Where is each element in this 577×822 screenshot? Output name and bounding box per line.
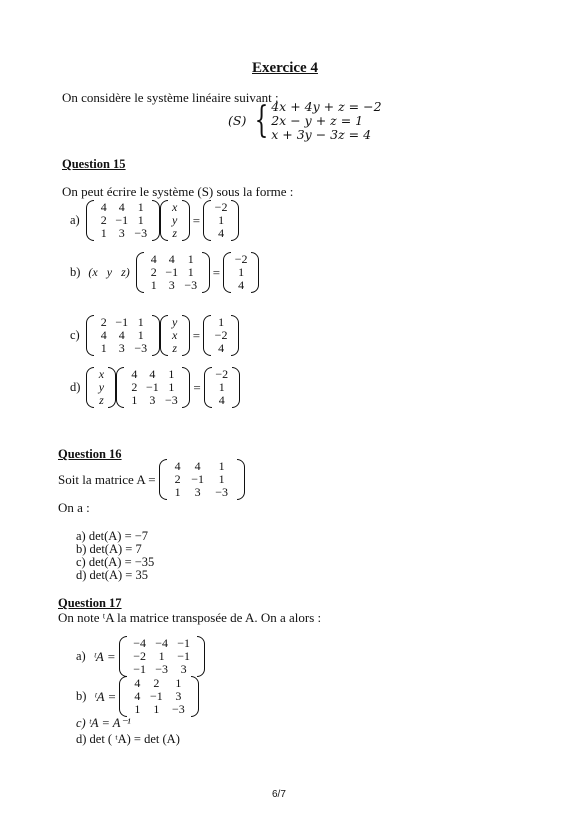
- q16-option-a: a) det(A) = −7: [76, 529, 149, 543]
- system-brace: {: [254, 100, 269, 141]
- q15-a-vector: x y z: [160, 200, 190, 241]
- q16-option-d: d) det(A) = 35: [76, 568, 148, 582]
- q17-option-d: d) det ( ᵗA) = det (A): [76, 732, 180, 746]
- q15-c-vector: y x z: [160, 315, 190, 356]
- q16-prompt: Soit la matrice A =: [58, 471, 156, 487]
- q15-d-rhs: −2 1 4: [204, 367, 240, 408]
- q15-b-label: b): [70, 265, 81, 279]
- q17-option-a: a) ᵗA = −4 −4 −1 −2 1 −1 −1 −3 3: [76, 636, 205, 677]
- q16-on-a: On a :: [58, 500, 90, 515]
- q15-b-matrix: 4 4 1 2 −1 1 1 3 −3: [136, 252, 210, 293]
- intro-text: On considère le système linéaire suivant :: [62, 90, 279, 105]
- system-label: (S): [228, 113, 247, 128]
- q15-a-matrix: 4 4 1 2 −1 1 1 3 −3: [86, 200, 160, 241]
- q15-c-rhs: 1 −2 4: [203, 315, 239, 356]
- question-16-heading: Question 16: [58, 447, 122, 461]
- linear-system: [228, 100, 382, 142]
- system-eq2: 2x − y + z = 1: [271, 113, 364, 128]
- q16-matrix: 4 4 1 2 −1 1 1 3 −3: [159, 459, 245, 500]
- q15-c-label: c): [70, 328, 80, 342]
- q17-a-matrix: −4 −4 −1 −2 1 −1 −1 −3 3: [119, 636, 205, 677]
- question-17-heading: Question 17: [58, 596, 122, 610]
- q15-b-row-vector: (x y z): [88, 265, 130, 279]
- q15-b-rhs: −2 1 4: [223, 252, 259, 293]
- q16-option-c: c) det(A) = −35: [76, 555, 155, 569]
- question-15-prompt: On peut écrire le système (S) sous la forme :: [62, 184, 294, 199]
- system-eq3: x + 3y − 3z = 4: [271, 127, 372, 142]
- q15-d-matrix: 4 4 1 2 −1 1 1 3 −3: [116, 367, 190, 408]
- q16-option-b: b) det(A) = 7: [76, 542, 142, 556]
- question-17-prompt: On note ᵗA la matrice transposée de A. On a alors :: [58, 610, 322, 625]
- page-number: 6/7: [272, 789, 286, 800]
- q15-d-label: d): [70, 380, 81, 394]
- q17-option-c: c) ᵗA = A⁻¹: [76, 716, 131, 730]
- q15-d-vector: x y z: [86, 367, 116, 408]
- system-eq1: 4x + 4y + z = −2: [271, 99, 382, 114]
- q15-a-rhs: −2 1 4: [203, 200, 239, 241]
- q17-option-b: b) ᵗA = 4 2 1 4 −1 3 1 1 −3: [76, 676, 199, 717]
- q17-b-matrix: 4 2 1 4 −1 3 1 1 −3: [119, 676, 199, 717]
- exercise-title: Exercice 4: [252, 60, 318, 76]
- question-15-heading: Question 15: [62, 157, 126, 171]
- q15-option-b: b) (x y z) 4 4 1 2 −1 1 1 3 −3 = −2 1 4: [70, 252, 259, 293]
- q15-option-d: d) x y z 4 4 1 2 −1 1 1 3 −3 = −2 1 4: [70, 367, 240, 408]
- q16-matrix-def: [58, 459, 245, 500]
- q15-option-a: a) 4 4 1 2 −1 1 1 3 −3 x y z = −2 1 4: [70, 200, 239, 241]
- q15-a-label: a): [70, 213, 80, 227]
- q15-option-c: c) 2 −1 1 4 4 1 1 3 −3 y x z = 1 −2 4: [70, 315, 239, 356]
- q16-options: [76, 530, 154, 582]
- q15-c-matrix: 2 −1 1 4 4 1 1 3 −3: [86, 315, 160, 356]
